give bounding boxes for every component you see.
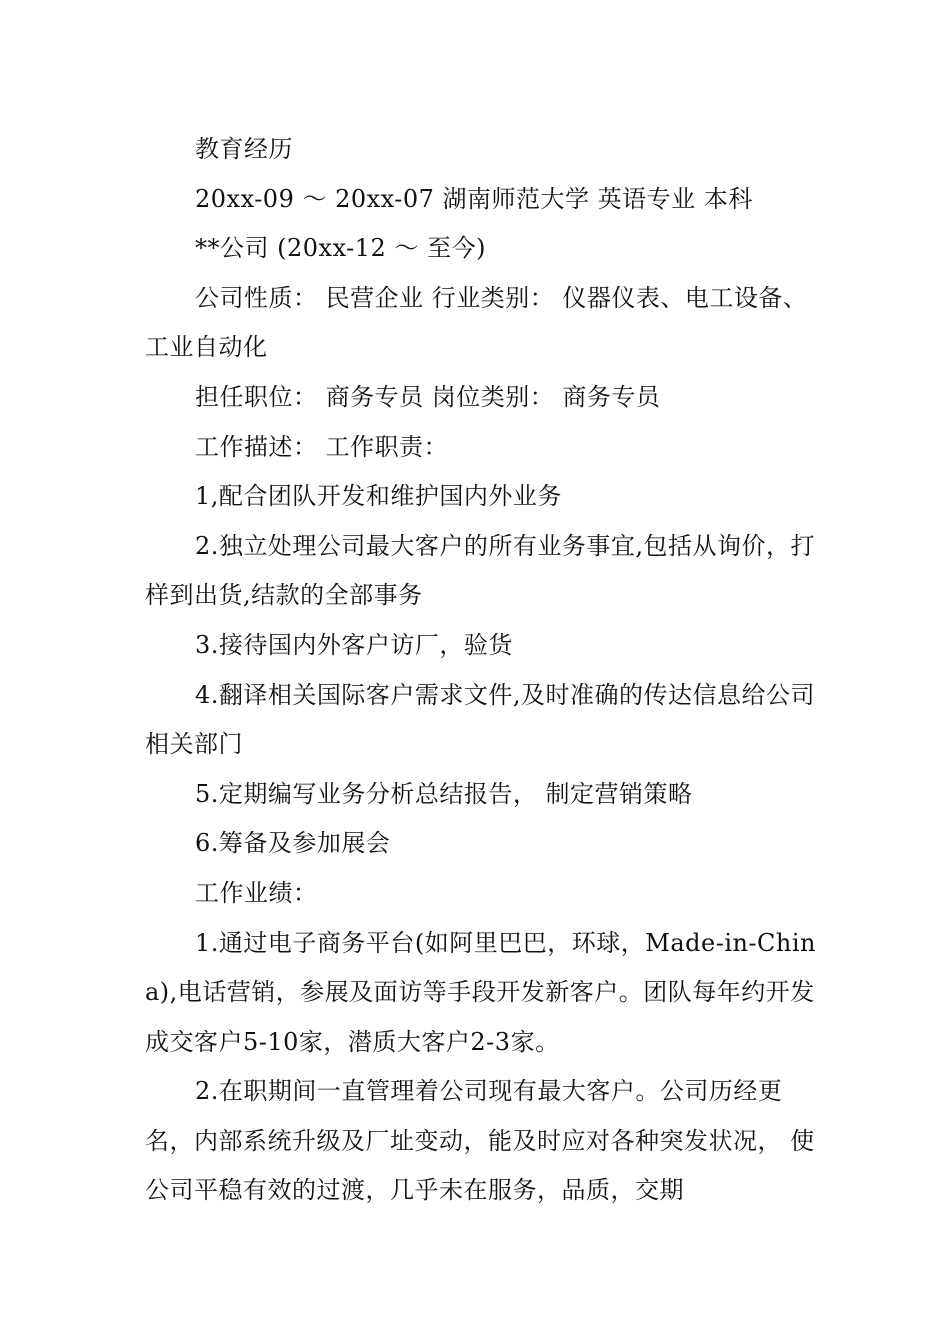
company-nature: 公司性质： 民营企业 行业类别： 仪器仪表、电工设备、工业自动化 [145, 283, 808, 362]
duty-item-2: 2.独立处理公司最大客户的所有业务事宜,包括从询价，打样到出货,结款的全部事务 [145, 531, 816, 610]
position-info: 担任职位： 商务专员 岗位类别： 商务专员 [195, 382, 661, 411]
duty-item-5: 5.定期编写业务分析总结报告， 制定营销策略 [195, 779, 693, 808]
duty-item-1: 1,配合团队开发和维护国内外业务 [195, 482, 562, 511]
document-body [145, 125, 825, 1216]
duty-item-6: 6.筹备及参加展会 [195, 829, 391, 858]
achievement-item-1: 1.通过电子商务平台(如阿里巴巴，环球，Made-in-China),电话营销，参展及面访等手段开发新客户。团队每年约开发成交客户5-10家，潜质大客户2-3家。 [145, 928, 817, 1056]
job-description-heading: 工作描述： 工作职责： [195, 432, 449, 461]
achievements-heading: 工作业绩： [195, 878, 318, 907]
company-entry: **公司 (20xx-12 ～ 至今) [195, 234, 486, 263]
section-heading-education: 教育经历 [195, 135, 293, 163]
education-entry: 20xx-09 ～ 20xx-07 湖南师范大学 英语专业 本科 [195, 184, 753, 213]
duty-item-4: 4.翻译相关国际客户需求文件,及时准确的传达信息给公司相关部门 [145, 680, 816, 759]
achievement-item-2: 2.在职期间一直管理着公司现有最大客户。公司历经更名，内部系统升级及厂址变动，能及时应对各种突发状况， 使公司平稳有效的过渡，几乎未在服务，品质，交期 [145, 1077, 815, 1205]
duty-item-3: 3.接待国内外客户访厂，验货 [195, 630, 513, 659]
